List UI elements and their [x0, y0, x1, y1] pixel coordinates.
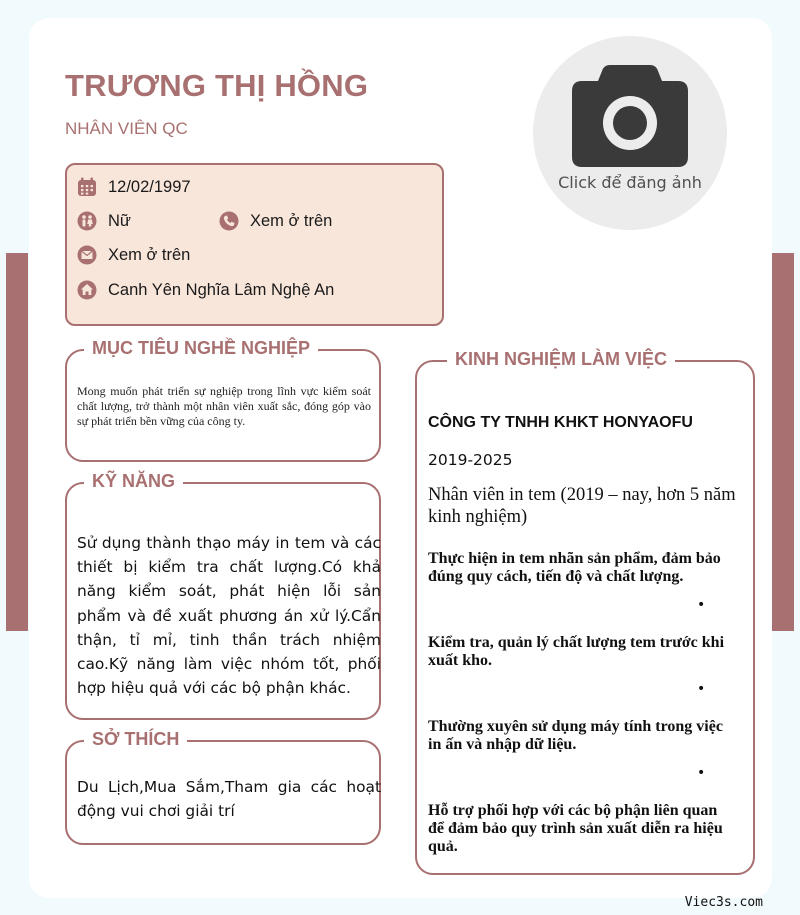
- phone-icon: [219, 211, 239, 231]
- photo-upload[interactable]: [533, 36, 727, 230]
- duty-item: Hỗ trợ phối hợp với các bộ phận liên quan để đảm bảo quy trình sản xuất diễn ra hiệu quả.: [428, 802, 723, 855]
- candidate-name: TRƯƠNG THỊ HỒNG: [65, 68, 369, 103]
- work-period: 2019-2025: [428, 451, 513, 469]
- duty-item: Thường xuyên sử dụng máy tính trong việc in ấn và nhập dữ liệu.: [428, 718, 723, 753]
- email-value: Xem ở trên: [108, 245, 191, 264]
- duty-item: Kiểm tra, quản lý chất lượng tem trước khi xuất kho.: [428, 634, 725, 669]
- experience-section: [415, 349, 755, 875]
- experience-title: KINH NGHIỆM LÀM VIỆC: [447, 349, 675, 370]
- left-decor-band: [6, 253, 28, 631]
- calendar-icon: [77, 177, 97, 197]
- objective-section: [65, 338, 381, 462]
- gender-row: [77, 211, 131, 231]
- envelope-icon: [77, 245, 97, 265]
- bullet-dot: •: [697, 765, 706, 781]
- email-row: [77, 245, 190, 265]
- skills-text: Sử dụng thành thạo máy in tem và các thiết bị kiểm tra chất lượng.Có khả năng kiểm soát, phát hiện lỗi sản phẩm và đề xuất phương án xử lý.Cẩn thận, tỉ mỉ, tinh thần trách nhiệm cao.Kỹ năng làm việc nhóm tốt, phối hợp hiệu quả với các bộ phận khác.: [77, 534, 381, 698]
- camera-icon: [572, 65, 688, 167]
- objective-text: Mong muốn phát triển sự nghiệp trong lĩnh vực kiểm soát chất lượng, trở thành một nhân viên xuất sắc, đóng góp vào sự phát triển bền vững của công ty.: [77, 384, 371, 428]
- skills-title: KỸ NĂNG: [84, 471, 183, 492]
- right-decor-band: [772, 253, 794, 631]
- gender-value: Nữ: [108, 211, 131, 230]
- site-watermark: Viec3s.com: [684, 895, 763, 910]
- home-icon: [77, 280, 97, 300]
- bullet-dot: •: [697, 597, 706, 613]
- hobbies-section: [65, 729, 381, 845]
- phone-row: [219, 211, 332, 231]
- company-name: CÔNG TY TNHH KHKT HONYAOFU: [428, 414, 693, 431]
- phone-value: Xem ở trên: [250, 211, 333, 230]
- address-row: [77, 280, 334, 300]
- skills-section: [65, 471, 381, 720]
- hobbies-text: Du Lịch,Mua Sắm,Tham gia các hoạt động vui chơi giải trí: [77, 778, 381, 821]
- bullet-dot: •: [697, 681, 706, 697]
- gender-icon: [77, 211, 97, 231]
- position-title: Nhân viên in tem (2019 – nay, hơn 5 năm kinh nghiệm): [428, 485, 736, 527]
- job-title: NHÂN VIÊN QC: [65, 119, 188, 138]
- hobbies-title: SỞ THÍCH: [84, 729, 187, 750]
- birthday-row: [77, 177, 191, 197]
- birthday-value: 12/02/1997: [108, 177, 191, 196]
- duty-item: Thực hiện in tem nhãn sản phẩm, đảm bảo đúng quy cách, tiến độ và chất lượng.: [428, 550, 721, 585]
- address-value: Canh Yên Nghĩa Lâm Nghệ An: [108, 280, 335, 299]
- contact-info-box: [65, 163, 444, 326]
- objective-title: MỤC TIÊU NGHỀ NGHIỆP: [84, 338, 318, 359]
- photo-upload-label: Click để đăng ảnh: [558, 173, 702, 192]
